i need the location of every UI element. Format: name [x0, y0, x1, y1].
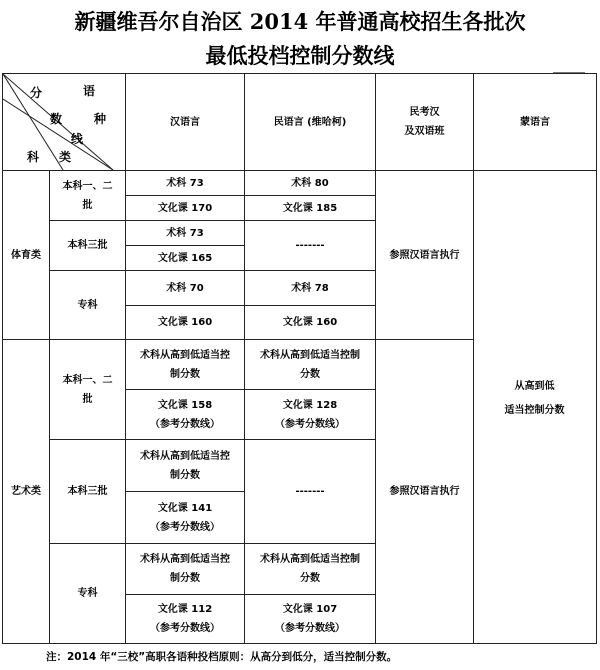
- art-zk-han-ref: （参考分数线）: [150, 623, 220, 634]
- art-b12-han-skill: [126, 340, 245, 390]
- corner-shu: 数: [50, 112, 63, 126]
- art-b12-min-culture-value: 文化课 128: [282, 399, 338, 411]
- art-b12-min-skill-line1: 术科从高到低适当控制: [260, 349, 360, 361]
- art-b12-han-ref: （参考分数线）: [150, 418, 220, 430]
- meng-pe-cell: [474, 171, 597, 340]
- pe-b3-han-skill: 术科 73: [126, 221, 245, 246]
- batch-pe-b3: 本科三批: [50, 221, 126, 271]
- batch-pe-b12-line1: 本科一、二: [62, 180, 113, 192]
- corner-ke: 科: [27, 150, 40, 164]
- batch-art-b12: [50, 340, 126, 440]
- art-b3-han-ref: （参考分数线）: [150, 521, 220, 533]
- batch-pe-b12: [50, 171, 126, 221]
- batch-art-zk: 专科: [50, 544, 126, 644]
- art-b12-min-skill: [245, 340, 376, 390]
- col-header-minkao: [376, 74, 474, 171]
- meng-value-line1: 从高到低: [514, 381, 555, 392]
- col-header-han: 汉语言: [126, 74, 245, 171]
- art-b12-han-skill-line1: 术科从高到低适当控: [140, 349, 230, 361]
- art-b3-han-skill: [126, 440, 245, 492]
- batch-art-b12-line1: 本科一、二: [62, 374, 113, 386]
- category-art: 艺术类: [3, 340, 50, 644]
- art-b12-min-culture: [245, 390, 376, 440]
- pe-zk-han-culture: 文化课 160: [126, 306, 245, 340]
- meng-value: [473, 375, 596, 423]
- pe-b12-min-skill: 术科 80: [245, 171, 376, 196]
- score-table: [2, 73, 597, 644]
- footnote: 注：2014 年“三校”高职各语种投档原则：从高分到低分，适当控制分数。: [46, 651, 398, 663]
- corner-lei: 类: [59, 150, 72, 164]
- page-title-line1: 新疆维吾尔自治区 2014 年普通高校招生各批次: [74, 9, 526, 34]
- page-title-line2: 最低投档控制分数线: [205, 43, 395, 68]
- art-zk-min-skill-line1: 术科从高到低适当控制: [260, 554, 360, 565]
- art-zk-min-culture-value: 文化课 107: [282, 604, 338, 615]
- corner-xian: 线: [71, 132, 84, 146]
- diagonal-header-cell: [3, 74, 126, 171]
- col-header-meng: 蒙语言: [474, 74, 597, 171]
- art-zk-han-skill-line2: 制分数: [170, 573, 200, 584]
- table-row: [3, 171, 597, 196]
- pe-zk-han-skill: 术科 70: [126, 271, 245, 306]
- col-header-minkao-line1: 民考汉: [409, 107, 440, 118]
- art-zk-han-skill-line1: 术科从高到低适当控: [140, 554, 230, 565]
- corner-fen: 分: [30, 86, 43, 100]
- art-b3-han-culture-value: 文化课 141: [157, 502, 213, 514]
- col-header-min: 民语言 (维哈柯): [245, 74, 376, 171]
- pe-zk-min-culture: 文化课 160: [245, 306, 376, 340]
- batch-art-b3: 本科三批: [50, 440, 126, 544]
- batch-pe-zk: 专科: [50, 271, 126, 340]
- art-zk-min-ref: （参考分数线）: [275, 623, 345, 634]
- pe-minkao: 参照汉语言执行: [376, 171, 474, 340]
- batch-art-b12-line2: 批: [82, 393, 93, 405]
- art-zk-han-culture: [126, 595, 245, 644]
- pe-b3-han-culture: 文化课 165: [126, 246, 245, 271]
- category-pe: 体育类: [3, 171, 50, 340]
- art-b12-han-skill-line2: 制分数: [170, 368, 200, 380]
- pe-b12-han-skill: 术科 73: [126, 171, 245, 196]
- batch-pe-b12-line2: 批: [82, 199, 93, 211]
- art-zk-min-culture: [245, 595, 376, 644]
- art-b12-han-culture: [126, 390, 245, 440]
- pe-zk-min-skill: 术科 78: [245, 271, 376, 306]
- corner-yu: 语: [83, 84, 96, 98]
- pe-b12-min-culture: 文化课 185: [245, 196, 376, 221]
- art-b3-han-culture: [126, 492, 245, 544]
- pe-b12-han-culture: 文化课 170: [126, 196, 245, 221]
- art-b12-min-ref: （参考分数线）: [275, 418, 345, 430]
- art-b12-han-culture-value: 文化课 158: [157, 399, 213, 411]
- art-zk-han-culture-value: 文化课 112: [157, 604, 213, 615]
- art-b3-han-skill-line1: 术科从高到低适当控: [140, 450, 230, 462]
- header-row: [3, 74, 597, 171]
- art-b12-min-skill-line2: 分数: [300, 368, 320, 380]
- art-b3-han-skill-line2: 制分数: [170, 469, 200, 481]
- art-zk-min-skill-line2: 分数: [300, 573, 320, 584]
- corner-zhong: 种: [94, 112, 107, 126]
- art-b3-min: -------: [245, 440, 376, 544]
- meng-value-line2: 适当控制分数: [504, 405, 565, 416]
- art-minkao: 参照汉语言执行: [376, 340, 474, 644]
- col-header-minkao-line2: 及双语班: [404, 126, 445, 137]
- art-zk-min-skill: [245, 544, 376, 595]
- pe-b3-min: -------: [245, 221, 376, 271]
- art-zk-han-skill: [126, 544, 245, 595]
